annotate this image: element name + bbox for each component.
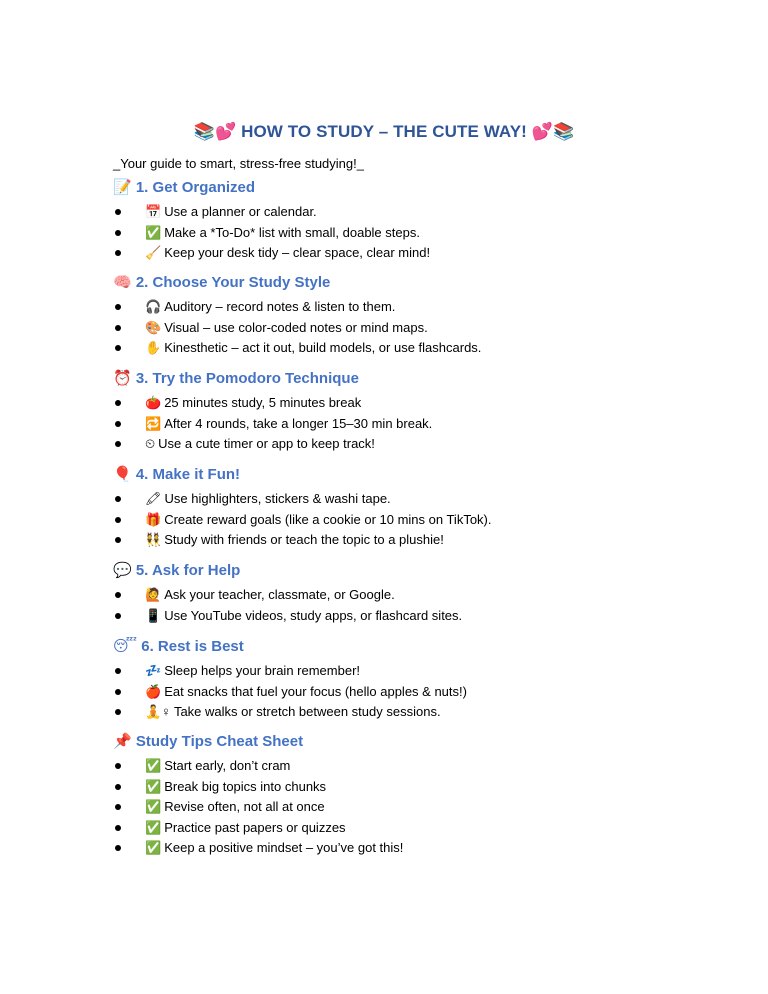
section-heading: 📝 1. Get Organized <box>113 179 256 196</box>
list-item <box>113 318 673 339</box>
list-item-text: Take walks or stretch between study sessions. <box>173 704 441 719</box>
section-cheat-sheet <box>113 732 673 859</box>
headphones-icon: 🎧 <box>145 299 162 314</box>
document-title: 📚💕 HOW TO STUDY – THE CUTE WAY! 💕📚 <box>193 122 575 141</box>
section-heading: 💬 5. Ask for Help <box>113 562 241 579</box>
phone-icon: 📱 <box>145 607 162 623</box>
section-ask-for-help <box>113 561 673 626</box>
repeat-icon: 🔁 <box>145 415 162 431</box>
section-study-style <box>113 273 673 359</box>
section-heading: 😴 6. Rest is Best <box>113 638 244 655</box>
sleep-icon: 💤 <box>145 663 162 678</box>
list-item-text: Revise often, not all at once <box>164 799 325 814</box>
list-item <box>113 756 673 777</box>
list-item <box>113 202 673 223</box>
section-heading: 📌 Study Tips Cheat Sheet <box>113 733 304 750</box>
list-item-text: Eat snacks that fuel your focus (hello apples & nuts!) <box>164 683 467 699</box>
bullet-list <box>113 393 673 455</box>
list-item-text: After 4 rounds, take a longer 15–30 min break. <box>164 415 433 431</box>
list-item <box>113 489 673 510</box>
list-item <box>113 338 673 359</box>
list-item <box>113 414 673 435</box>
list-item <box>113 797 673 818</box>
meditation-icon: 🧘♀ <box>145 704 171 719</box>
section-heading: 🎈 4. Make it Fun! <box>113 466 241 483</box>
friends-icon: 👯 <box>145 532 162 547</box>
list-item-text: Kinesthetic – act it out, build models, or use flashcards. <box>164 340 482 355</box>
palette-icon: 🎨 <box>145 319 162 335</box>
list-item <box>113 243 673 264</box>
checkmark-icon: ✅ <box>145 224 162 240</box>
list-item <box>113 393 673 414</box>
checkmark-icon: ✅ <box>145 840 162 855</box>
bullet-list <box>113 585 673 626</box>
list-item <box>113 434 673 455</box>
list-item-text: Use highlighters, stickers & washi tape. <box>164 491 391 506</box>
list-item-text: Keep a positive mindset – you’ve got this! <box>164 840 404 855</box>
list-item-text: Use a cute timer or app to keep track! <box>158 436 375 451</box>
list-item <box>113 510 673 531</box>
section-make-it-fun <box>113 465 673 551</box>
list-item <box>113 838 673 859</box>
bullet-list <box>113 661 673 723</box>
hand-icon: ✋ <box>145 340 162 355</box>
list-item-text: Create reward goals (like a cookie or 10 mins on TikTok). <box>164 511 492 527</box>
document-subtitle: _Your guide to smart, stress-free studying!_ <box>113 156 364 171</box>
list-item-text: Visual – use color-coded notes or mind maps. <box>164 319 428 335</box>
list-item-text: Make a *To-Do* list with small, doable steps. <box>164 224 420 240</box>
list-item <box>113 297 673 318</box>
raised-hand-icon: 🙋 <box>145 587 162 602</box>
list-item <box>113 818 673 839</box>
list-item-text: 25 minutes study, 5 minutes break <box>164 395 362 410</box>
list-item-text: Break big topics into chunks <box>164 778 327 794</box>
timer-icon: ⏲ <box>145 436 156 451</box>
list-item-text: Keep your desk tidy – clear space, clear mind! <box>164 245 431 260</box>
list-item-text: Practice past papers or quizzes <box>164 819 346 835</box>
list-item <box>113 661 673 682</box>
checkmark-icon: ✅ <box>145 758 162 773</box>
section-pomodoro <box>113 369 673 455</box>
section-get-organized <box>113 178 673 264</box>
checkmark-icon: ✅ <box>145 778 162 794</box>
bullet-list <box>113 756 673 859</box>
broom-icon: 🧹 <box>145 245 162 260</box>
bullet-list <box>113 489 673 551</box>
crayon-icon: 🖍 <box>145 491 162 506</box>
calendar-icon: 📅 <box>145 204 162 219</box>
section-heading: ⏰ 3. Try the Pomodoro Technique <box>113 370 359 387</box>
list-item-text: Sleep helps your brain remember! <box>164 663 361 678</box>
list-item-text: Study with friends or teach the topic to a plushie! <box>164 532 444 547</box>
checkmark-icon: ✅ <box>145 799 162 814</box>
list-item <box>113 530 673 551</box>
list-item-text: Ask your teacher, classmate, or Google. <box>164 587 395 602</box>
list-item-text: Use YouTube videos, study apps, or flashcard sites. <box>164 607 463 623</box>
list-item <box>113 682 673 703</box>
list-item <box>113 223 673 244</box>
list-item-text: Auditory – record notes & listen to them. <box>164 299 396 314</box>
tomato-icon: 🍅 <box>145 395 162 410</box>
section-rest-is-best <box>113 637 673 723</box>
list-item <box>113 777 673 798</box>
checkmark-icon: ✅ <box>145 819 162 835</box>
list-item-text: Use a planner or calendar. <box>164 204 317 219</box>
list-item <box>113 606 673 627</box>
list-item <box>113 585 673 606</box>
bullet-list <box>113 202 673 264</box>
gift-icon: 🎁 <box>145 511 162 527</box>
list-item-text: Start early, don’t cram <box>164 758 291 773</box>
bullet-list <box>113 297 673 359</box>
apple-icon: 🍎 <box>145 683 162 699</box>
list-item <box>113 702 673 723</box>
section-heading: 🧠 2. Choose Your Study Style <box>113 274 331 291</box>
